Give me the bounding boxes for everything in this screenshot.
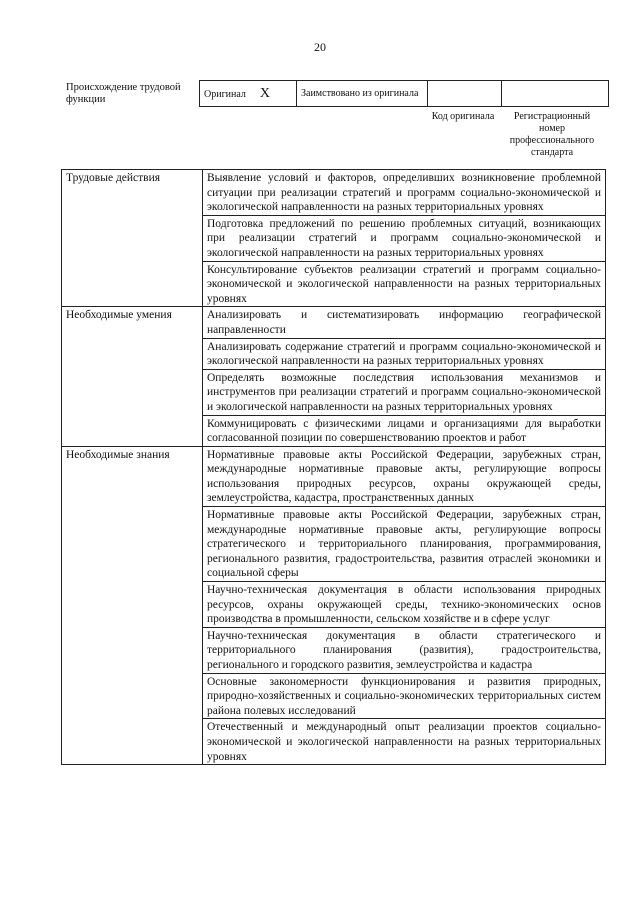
section-item: Отечественный и международный опыт реализации проектов социально-экономической и экологической направленности на разных территориальных уровнях <box>203 719 606 765</box>
section-title: Трудовые действия <box>62 170 203 307</box>
section-title: Необходимые умения <box>62 307 203 446</box>
section-item: Научно-техническая документация в области стратегического и территориального планирования (развития), градостроительства, регионального и городского развития, землеустройства и кадастра <box>203 627 606 673</box>
code-caption: Код оригинала <box>431 111 495 122</box>
section-item: Консультирование субъектов реализации стратегий и программ социально-экономической и экологической направленности на разных территориальных уровнях <box>203 261 606 307</box>
original-code-cell <box>428 81 502 107</box>
borrowed-cell <box>297 81 428 107</box>
functions-table <box>61 169 606 765</box>
registration-caption: Регистрационный номер профессионального стандарта <box>509 111 595 158</box>
section-item: Коммуницировать с физическими лицами и организациями для выработки согласованной позиции по совершенствованию проектов и работ <box>203 415 606 446</box>
section-item: Научно-техническая документация в области использования природных ресурсов, охраны окружающей среды, технико-экономических основ производства в промышленности, сельском хозяйстве и в сфере услуг <box>203 582 606 628</box>
section-item: Нормативные правовые акты Российской Федерации, зарубежных стран, международные нормативные правовые акты, регулирующие вопросы стратегического и территориального планирования, программирования, регионального развития, градостроительства, развития отраслей экономики и социальной сферы <box>203 507 606 582</box>
section-item: Основные закономерности функционирования и развития природных, природно-хозяйственных и социально-экономических территориальных систем района полевых исследований <box>203 673 606 719</box>
borrowed-label: Заимствовано из оригинала <box>301 88 419 99</box>
section-title: Необходимые знания <box>62 446 203 764</box>
table-row <box>62 170 606 216</box>
section-item: Анализировать содержание стратегий и программ социально-экономической и экологической направленности на разных территориальных уровнях <box>203 338 606 369</box>
table-row <box>62 307 606 338</box>
original-cell <box>200 81 297 107</box>
section-item: Определять возможные последствия использования механизмов и инструментов при реализации стратегий и программ социально-экономической и экологической направленности на разных территориальных уровнях <box>203 369 606 415</box>
original-mark: X <box>259 85 271 101</box>
original-label: Оригинал <box>204 88 246 100</box>
origin-label: Происхождение трудовой функции <box>66 82 181 105</box>
section-item: Нормативные правовые акты Российской Федерации, зарубежных стран, международные нормативные правовые акты, регулирующие вопросы использования природных ресурсов, охраны окружающей среды, землеустройства, кадастра, пространственных данных <box>203 446 606 506</box>
registration-number-cell <box>502 81 609 107</box>
table-row <box>62 446 606 506</box>
page-number: 20 <box>314 40 326 54</box>
origin-table <box>199 80 609 107</box>
functions-table-body <box>62 170 606 765</box>
section-item: Подготовка предложений по решению проблемных ситуаций, возникающих при реализации стратегий и программ социально-экономической и экологической направленности на разных территориальных уровнях <box>203 215 606 261</box>
section-item: Анализировать и систематизировать информацию географической направленности <box>203 307 606 338</box>
section-item: Выявление условий и факторов, определивших возникновение проблемной ситуации при реализации стратегий и программ социально-экономической и экологической направленности на разных территориальных уровнях <box>203 170 606 216</box>
